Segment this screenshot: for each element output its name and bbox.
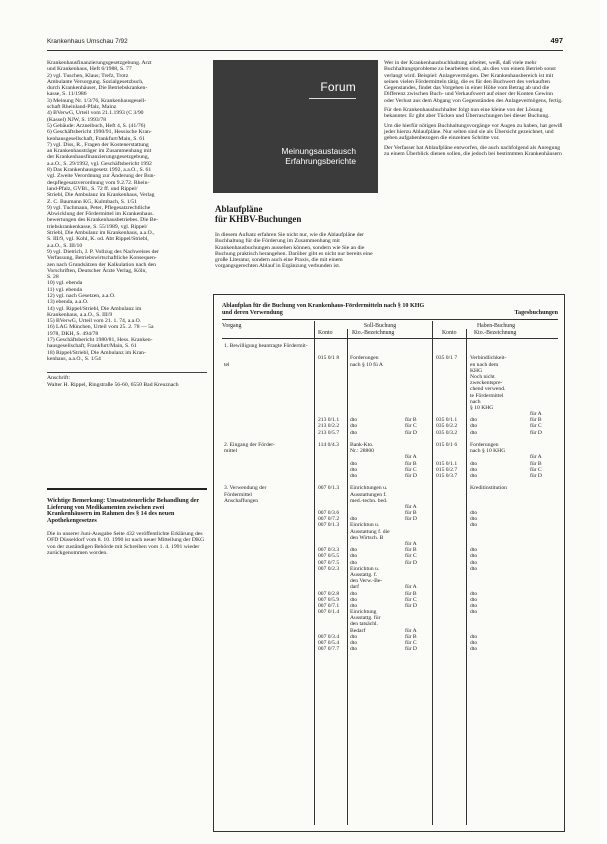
vorgang-cell: 2. Eingang der Förder-: [224, 442, 275, 448]
haben-bez-cell: dto: [470, 602, 478, 609]
soll-bez-cell: Ausstattung f. die: [350, 528, 390, 535]
table-title: [222, 303, 558, 317]
soll-konto-cell: 007 0/5.5: [318, 553, 340, 560]
reference-line: Striebl, Die Ambulanz im Krankenhaus, Verlag: [47, 192, 155, 199]
haben-bez-cell: dto: [470, 553, 478, 560]
haben-fuer-cell: für B: [530, 417, 542, 424]
col-haben-konto: Konto: [442, 330, 457, 336]
soll-bez-cell: dto: [350, 466, 358, 473]
soll-bez-cell: Nr.: 28800: [350, 448, 374, 455]
reference-line: 17) Geschäftsbericht 1980/81, Hess. Kranken-: [47, 337, 153, 344]
soll-bez-cell: dto: [350, 429, 358, 436]
soll-konto-cell: 007 0/5.9: [318, 596, 340, 603]
soll-bez-cell: Ausstattg. für: [350, 615, 381, 622]
reference-line: Abwicklung der Fördermittel im Krankenhaus.: [47, 211, 154, 218]
forum-subtitle-2: Erfahrungsberichte: [285, 156, 356, 166]
article-title-line-2: für KHBV-Buchungen: [215, 214, 302, 224]
reference-line: bewertungen des Krankenhausbetriebes. Die Be-: [47, 217, 159, 224]
haben-bez-cell: dto: [470, 460, 478, 467]
col-soll-konto: Konto: [318, 330, 333, 336]
haben-bez-cell: dto: [470, 559, 478, 566]
reference-line: Ambulante Versorgung. Sozialgesetzbuch,: [47, 78, 144, 85]
haben-bez-cell: dto: [470, 640, 478, 646]
haben-bez-cell: dto: [470, 510, 478, 517]
soll-bez-cell: dto: [350, 417, 358, 424]
soll-bez-cell: Ausstattg. f.: [350, 571, 378, 578]
haben-fuer-cell: für C: [530, 466, 542, 473]
haben-bez-cell: § 10 KHG: [470, 404, 494, 411]
soll-bez-cell: dto: [350, 472, 358, 479]
soll-fuer-cell: für A: [405, 627, 417, 634]
reference-line: S. 28: [47, 274, 59, 281]
reference-line: Striebl, Die Ambulanz im Krankenhaus, a.a.O.,: [47, 230, 155, 237]
soll-bez-cell: den Wirtsch. B: [350, 534, 384, 541]
references-list: [47, 60, 207, 362]
reference-line: 11) vgl. ebenda: [47, 286, 83, 293]
soll-fuer-cell: für B: [405, 417, 417, 424]
soll-fuer-cell: für A: [405, 584, 417, 591]
soll-bez-cell: dto: [350, 602, 358, 609]
haben-bez-cell: nach: [470, 398, 481, 405]
soll-bez-cell: den Verw.-Be-: [350, 578, 383, 585]
journal-name: Krankenhaus Umschau 7/92: [47, 38, 128, 45]
haben-bez-cell: dto: [470, 417, 478, 424]
soll-fuer-cell: für D: [405, 646, 417, 653]
reference-line: 7) vgl. Diss, R., Fragen der Kostenerstattung: [47, 141, 149, 148]
soll-konto-cell: 007 0/1.3: [318, 485, 340, 492]
soll-konto-cell: 007 0/1.3: [318, 522, 340, 529]
soll-fuer-cell: für A: [405, 541, 417, 547]
reference-line: S. III/9, vgl. Kohl, K. od. Abt Rippel/Striebl,: [47, 236, 149, 243]
soll-konto-cell: 007 0/3.3: [318, 547, 340, 554]
reference-line: 15) BVerwG, Urteil vom 21. 1. 74, a.a.O.: [47, 318, 142, 325]
remark-title: Wichtige Bemerkung: Umsatzsteuerliche Behandlung der Lieferung von Medikamenten zwischen zwei Krankenhäusern im Rahmen des § 14 des neuen Apothekengesetzes: [47, 496, 200, 525]
soll-fuer-cell: für B: [405, 510, 417, 517]
haben-bez-cell: Noch nicht: [470, 373, 495, 380]
haben-bez-cell: dto: [470, 516, 478, 523]
soll-bez-cell: dto: [350, 633, 358, 640]
author-address: [47, 372, 207, 388]
haben-bez-cell: dto: [470, 466, 478, 473]
soll-konto-cell: 015 0/1 8: [318, 355, 340, 362]
soll-fuer-cell: für C: [405, 553, 417, 560]
soll-fuer-cell: für B: [405, 547, 417, 554]
article-intro: In diesem Aufsatz erfahren Sie nicht nur, wie die Ablaufpläne der Buchhaltung für die Förderung im Zusammenhang mit Krankenhausbuchungen aussehen können, sondern wie Sie an die Buchung praktisch herangehen. Darüber gibt es nicht nur bereits eine große Literatur, sondern auch eine Praxis, die mit einem vorgangsgerechten Ablauf in Ergänzung verbunden ist.: [215, 232, 373, 270]
table-rule-header: [222, 338, 558, 339]
soll-bez-cell: dto: [350, 640, 358, 646]
table-row: [222, 646, 558, 652]
soll-bez-cell: dto: [350, 590, 358, 597]
page-number: 497: [550, 36, 563, 45]
haben-bez-cell: dto: [470, 633, 478, 640]
article-title-line-1: Ablaufpläne: [215, 204, 263, 214]
haben-bez-cell: chend verwend.: [470, 386, 506, 393]
haben-bez-cell: dto: [470, 565, 478, 572]
vorgang-cell: Anschaffungen: [224, 497, 259, 504]
haben-bez-cell: te Fördermittel: [470, 392, 504, 399]
reference-line: a.a.O., S. III/10: [47, 242, 83, 249]
soll-bez-cell: den tatsächl.: [350, 621, 378, 628]
haben-konto-cell: 035 0/3.2: [436, 429, 458, 436]
soll-bez-cell: dto: [350, 423, 358, 430]
body-paragraph: Für den Krankenhausbuchhalter folgt nun eine kleine von der Lösung bekannter. Er gibt aber Tücken und Überraschungen bei dieser Buchung.: [384, 107, 550, 120]
left-column: [47, 60, 207, 556]
reference-line: und Krankenhaus, Heft 6/1988, S. 77: [47, 66, 132, 73]
article-title: [215, 204, 375, 224]
haben-konto-cell: 035 0/1 7: [436, 355, 458, 362]
reference-line: kenhaus, a.a.O., S. 1/54: [47, 355, 101, 362]
page-header: [47, 34, 563, 48]
soll-konto-cell: 007 0/7.5: [318, 559, 340, 566]
soll-fuer-cell: für B: [405, 590, 417, 597]
soll-fuer-cell: für D: [405, 429, 417, 436]
soll-fuer-cell: für D: [405, 516, 417, 523]
soll-konto-cell: 007 0/3.4: [318, 633, 340, 640]
col-haben: Haben-Buchung: [477, 323, 515, 329]
reference-line: 13) ebenda, a.a.O.: [47, 299, 89, 306]
haben-bez-cell: dto: [470, 547, 478, 554]
section-rule: [47, 488, 207, 490]
soll-fuer-cell: für B: [405, 460, 417, 467]
haben-bez-cell: dto: [470, 590, 478, 597]
reference-line: vgl. Zweite Verordnung zur Änderung der Bun-: [47, 173, 156, 180]
soll-konto-cell: 007 0/1.4: [318, 609, 340, 616]
soll-bez-cell: Einrichtung: [350, 609, 377, 616]
soll-fuer-cell: für C: [405, 640, 417, 646]
soll-konto-cell: 213 0/1.1: [318, 417, 340, 424]
reference-line: land-Pfalz, GVBl., S. 72 ff. und Rippel/: [47, 185, 138, 192]
reference-line: Vorschriften, Deutscher Ärzte Verlag, Köln,: [47, 267, 147, 274]
soll-fuer-cell: für C: [405, 466, 417, 473]
header-rule: [47, 50, 563, 51]
haben-konto-cell: 035 0/1.1: [436, 417, 458, 424]
haben-bez-cell: dto: [470, 646, 478, 653]
table-rule-top: [222, 319, 558, 320]
soll-konto-cell: 213 0/2.2: [318, 423, 340, 430]
haben-bez-cell: dto: [470, 472, 478, 479]
forum-divider: [309, 98, 356, 99]
haben-bez-cell: dto: [470, 522, 478, 529]
reference-line: 3) Meinung Nr. 1/3/76, Krankenhausgesell-: [47, 97, 147, 104]
right-column: [384, 60, 563, 160]
reference-line: despflegesatzverordnung vom 9.2.72. Rhein-: [47, 179, 150, 186]
haben-bez-cell: en nach dem: [470, 361, 499, 368]
reference-line: kenhausgesellschaft, Frankfurt/Main, S. 61: [47, 135, 145, 142]
haben-konto-cell: 035 0/2.2: [436, 423, 458, 430]
haben-bez-cell: nach § 10 KHG: [470, 448, 506, 455]
soll-bez-cell: dto: [350, 553, 358, 560]
soll-bez-cell: dto: [350, 547, 358, 554]
soll-fuer-cell: für A: [405, 454, 417, 461]
col-soll: Soll-Buchung: [363, 323, 397, 329]
soll-bez-cell: Bank-Kto.: [350, 442, 374, 448]
body-paragraph: Der Verfasser hat Ablaufpläne entworfen, die auch nachfolgend als Anregung zu einem Überblick dienen sollen, die jedoch bei bestimmten Krankenhäusern: [384, 144, 562, 157]
haben-fuer-cell: für A: [530, 411, 542, 418]
reference-line: zen nach Grundsätzen der Kalkulation nach den: [47, 261, 156, 268]
forum-subtitle-1: Meinungsaustausch: [281, 146, 356, 156]
soll-konto-cell: 007 0/2.8: [318, 590, 340, 597]
haben-bez-cell: Forderungen: [470, 442, 499, 448]
soll-konto-cell: 213 0/5.7: [318, 429, 340, 436]
reference-line: durch Krankenhäuser, Die Betriebskranken-: [47, 85, 148, 92]
soll-konto-cell: 007 0/3.6: [318, 510, 340, 517]
haben-bez-cell: dto: [470, 609, 478, 616]
vorgang-cell: 1. Bewilligung beantragte Fördermit-: [224, 343, 308, 349]
haben-fuer-cell: für D: [530, 429, 542, 436]
soll-bez-cell: Forderungen: [350, 355, 379, 362]
reference-line: 16) LAG München, Urteil vom 25. 2. 78 — 5a: [47, 324, 154, 331]
soll-bez-cell: nach § 10 fü A: [350, 361, 383, 368]
reference-line: 12) vgl. nach Gesetzen, a.a.O.: [47, 292, 116, 299]
soll-fuer-cell: für A: [405, 503, 417, 510]
soll-bez-cell: dto: [350, 646, 358, 653]
reference-line: 1978, DKH, S. 494/78: [47, 330, 99, 337]
table-title-line-1: Ablaufplan für die Buchung von Krankenhaus-Fördermitteln nach § 10 KHG: [222, 303, 425, 309]
vorgang-cell: 3. Verwendung der: [224, 485, 267, 492]
reference-line: 9) vgl. Tuchmann, Peter, Pflegesatzrechtliche: [47, 204, 151, 211]
soll-konto-cell: 007 0/7.7: [318, 646, 340, 653]
reference-line: Z. C. Baumann KG, Kulmbach, S. 1/51: [47, 198, 137, 205]
table-body: [222, 343, 558, 652]
soll-bez-cell: Einrichtun u.: [350, 565, 380, 572]
soll-bez-cell: dto: [350, 596, 358, 603]
reference-line: Krankenhaus, a.a.O., S. III/9: [47, 311, 113, 318]
soll-bez-cell: Bedarf: [350, 627, 366, 634]
soll-konto-cell: 007 0/7.2: [318, 516, 340, 523]
col-haben-bez: Kto.-Bezeichnung: [474, 330, 517, 336]
soll-fuer-cell: für D: [405, 472, 417, 479]
soll-bez-cell: Einrichtun u.: [350, 522, 380, 529]
soll-bez-cell: dto: [350, 516, 358, 523]
soll-bez-cell: darf: [350, 584, 360, 591]
reference-line: an Krankenhausträger im Zusammenhang mit: [47, 148, 152, 155]
haben-bez-cell: KHG: [470, 367, 483, 374]
reference-line: 10) vgl. ebenda: [47, 280, 83, 287]
col-vorgang: Vorgang: [222, 323, 242, 329]
author-label: Anschrift:: [47, 375, 71, 382]
haben-bez-cell: zweckentspre-: [470, 380, 503, 387]
soll-fuer-cell: für B: [405, 633, 417, 640]
table-title-line-2: und deren Verwendung: [222, 310, 283, 316]
reference-line: triebskrankenkasse, S. 55/1989, vgl. Rippel/: [47, 223, 148, 230]
forum-banner: [213, 60, 378, 193]
haben-konto-cell: 015 0/1 6: [436, 442, 458, 448]
soll-fuer-cell: für C: [405, 596, 417, 603]
soll-fuer-cell: für D: [405, 602, 417, 609]
haben-fuer-cell: für B: [530, 460, 542, 467]
soll-konto-cell: 007 0/7.1: [318, 602, 340, 609]
reference-line: Krankenhausfinanzierungsgesetzgebung. Arzt: [47, 60, 152, 66]
reference-line: 8) Das Krankenhausgesetz 1992, a.a.O., S. 61: [47, 167, 152, 174]
haben-bez-cell: dto: [470, 429, 478, 436]
reference-line: der Krankenhausfinanzierungsgesetzgebung,: [47, 154, 150, 161]
haben-fuer-cell: für D: [530, 472, 542, 479]
author-text: Walter H. Rippel, Ringstraße 56-60, 6550 Bad Kreuznach: [47, 381, 179, 388]
soll-konto-cell: 007 0/5.4: [318, 640, 340, 646]
table-title-right: Tagesbuchungen: [514, 310, 558, 316]
reference-line: hausgesellschaft, Frankfurt/Main, S. 61: [47, 343, 137, 350]
soll-konto-cell: 114 0/4.3: [318, 442, 339, 448]
haben-konto-cell: 015 0/3.7: [436, 472, 458, 479]
soll-konto-cell: 007 0/2.3: [318, 565, 340, 572]
reference-line: 14) vgl. Rippel/Striebl, Die Ambulanz im: [47, 305, 142, 312]
soll-bez-cell: dto: [350, 460, 358, 467]
soll-bez-cell: dto: [350, 559, 358, 566]
reference-line: schaft Rheinland-Pfalz, Mainz: [47, 104, 117, 111]
haben-bez-cell: dto: [470, 596, 478, 603]
soll-fuer-cell: für D: [405, 559, 417, 566]
col-soll-bez: Kto.-Bezeichnung: [352, 330, 395, 336]
soll-bez-cell: med.-techn. bed.: [350, 497, 388, 504]
forum-subtitle: [282, 146, 357, 166]
table-header: [222, 321, 558, 337]
vorgang-cell: mittel: [224, 448, 238, 455]
vorgang-cell: Fördermittel: [224, 491, 252, 498]
soll-bez-cell: Einrichtungen u.: [350, 485, 388, 492]
reference-line: Verfassung, Betriebswirtschaftliche Konsequen-: [47, 255, 157, 262]
soll-fuer-cell: für C: [405, 423, 417, 430]
haben-bez-cell: Kreditinstitution: [470, 485, 507, 492]
reference-line: 2) vgl. Tuschen, Klaus; Trefz, Trotz: [47, 72, 129, 79]
reference-line: 4) BVerwG, Urteil vom 21.1.1993 (C 3/90: [47, 110, 144, 117]
reference-line: 9) vgl. Dietrich, J. P. Vollzug des Nachweises der: [47, 248, 159, 255]
soll-bez-cell: Ausstattungen f.: [350, 491, 387, 498]
remark-body: Die in unserer Juni-Ausgabe Seite 432 veröffentlichte Erklärung des OFD Düsseldorf vom 8. 10. 1990 ist nach neuer Mitteilung der DKG von der zuständigen Behörde mit Schreiben vom 1. 4. 1991 wieder zurückgenommen worden.: [47, 531, 205, 556]
haben-konto-cell: 015 0/1.1: [436, 460, 458, 467]
reference-line: 6) Geschäftsbericht 1990/91, Hessische Kran-: [47, 129, 152, 136]
vorgang-cell: tel: [224, 361, 230, 368]
reference-line: 5) Gebäude: Arzneibuch, Heft 4, S. (41/76): [47, 122, 146, 129]
haben-bez-cell: dto: [470, 423, 478, 430]
reference-line: kasse, S. 11/1986: [47, 91, 87, 98]
haben-konto-cell: 015 0/2.7: [436, 466, 458, 473]
haben-bez-cell: Verbindlichkeit-: [470, 355, 507, 362]
haben-fuer-cell: für A: [530, 454, 542, 461]
reference-line: 18) Rippel/Striebl, Die Ambulanz im Kran-: [47, 349, 146, 356]
body-paragraph: Wer in der Krankenhausbuchhaltung arbeitet, weiß, daß viele mehr Buchhaltungsprobleme zu bearbeiten sind, als dies von einem Betrieb sonst verlangt wird. Beispiel: Anlagevermögen. Der Krankenhausbereich ist mit seinen vielen Fördermitteln tätig, die es für den Buchwert des verkauften Gegenstandes, findet das Vorgehen in einer Höhe vom Betrag ab und die Differenz zwischen Buch- und Verkaufswert auf einer der Konten Gewinn oder Verlust aus dem Abgang von Gegenständen des Anlagevermögens, fertig.: [384, 60, 563, 104]
body-paragraph: Um die hierfür nötigen Buchhaltungsvorgänge vor Augen zu haben, hat gewiß jeder hierzu Ablaufpläne. Nur selten sind sie als Übersicht gezeichnet, und geben aufgabenbezogen die einzelnen Schritte vor.: [384, 122, 563, 142]
booking-table: [213, 294, 565, 832]
haben-fuer-cell: für C: [530, 423, 542, 430]
reference-line: (Kassel) NJW, S. 1993/78: [47, 116, 107, 123]
reference-line: a.a.O., S. 29/1992, vgl. Geschäftsbericht 1992: [47, 160, 152, 167]
forum-title: Forum: [320, 80, 356, 94]
